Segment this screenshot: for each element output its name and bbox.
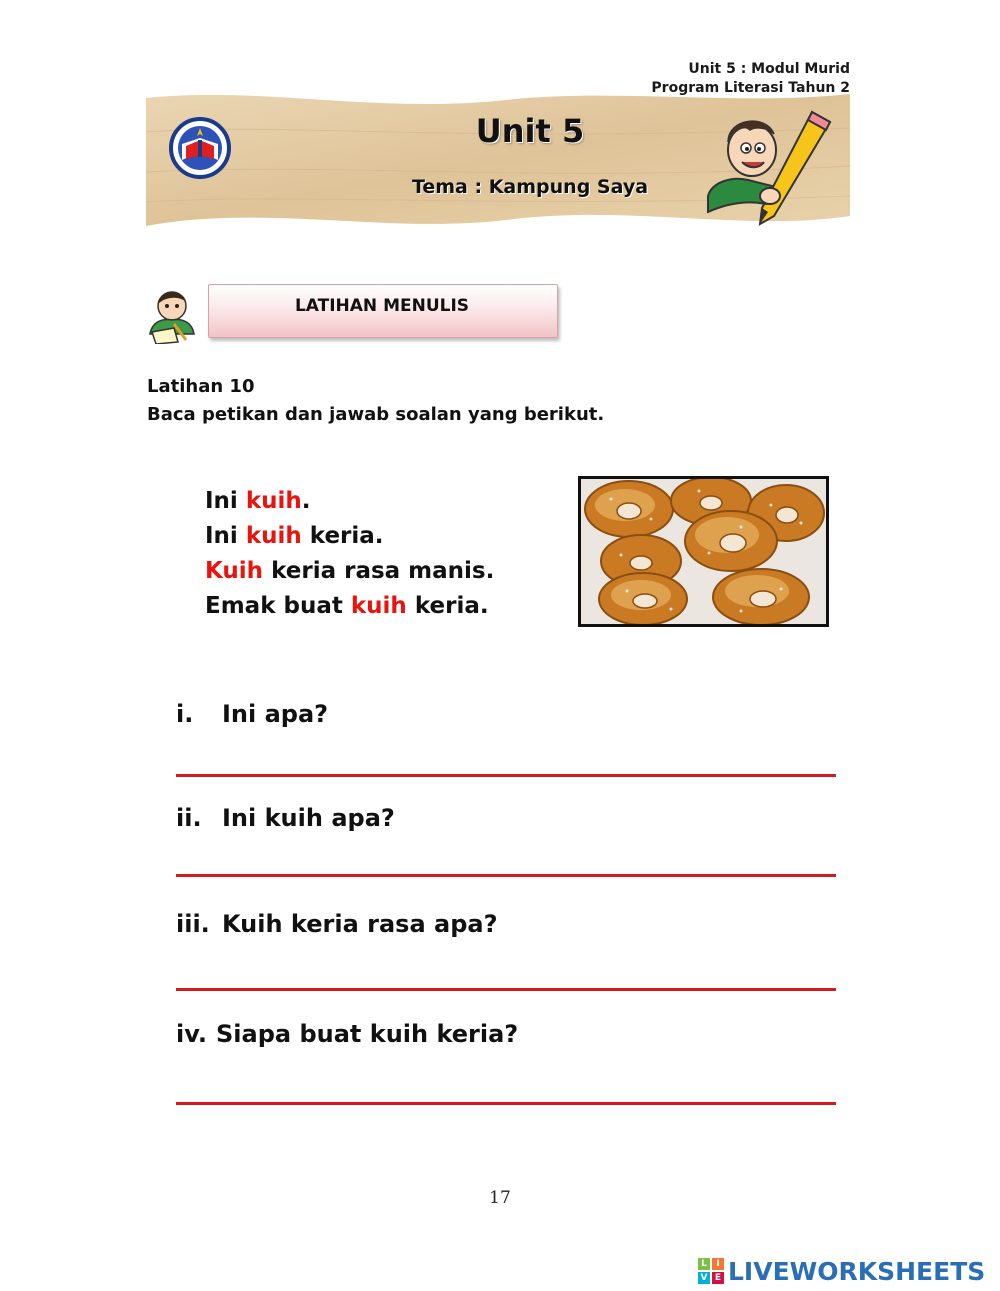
answer-line-3[interactable] <box>176 988 836 991</box>
writing-kid-icon <box>144 288 198 344</box>
question-text: Ini apa? <box>222 700 329 728</box>
theme-label: Tema : Kampung Saya <box>411 176 649 198</box>
boy-with-pencil-icon <box>702 104 842 230</box>
exercise-instruction: Baca petikan dan jawab soalan yang berikut. <box>147 404 605 425</box>
passage <box>205 484 494 624</box>
ministry-logo-icon <box>162 114 240 184</box>
module-label: Unit 5 : Modul Murid <box>688 61 850 77</box>
passage-line <box>205 554 494 589</box>
question-1 <box>176 700 328 728</box>
answer-line-4[interactable] <box>176 1102 836 1105</box>
answer-line-2[interactable] <box>176 874 836 877</box>
passage-text: Ini <box>205 523 246 549</box>
passage-highlight: kuih <box>245 488 302 514</box>
passage-line <box>205 589 494 624</box>
donut-image-icon <box>581 479 826 624</box>
liveworksheets-text: LIVEWORKSHEETS <box>728 1256 986 1286</box>
program-label: Program Literasi Tahun 2 <box>651 80 850 96</box>
passage-text: keria. <box>406 593 489 619</box>
question-number: ii. <box>176 804 202 832</box>
passage-highlight: Kuih <box>205 558 264 584</box>
question-2 <box>176 804 395 832</box>
question-number: iii. <box>176 910 210 938</box>
passage-text: . <box>301 488 311 514</box>
kuih-keria-photo <box>578 476 829 627</box>
question-text: Siapa buat kuih keria? <box>216 1020 519 1048</box>
passage-line <box>205 519 494 554</box>
answer-line-1[interactable] <box>176 774 836 777</box>
passage-text: keria rasa manis. <box>263 558 495 584</box>
page-number: 17 <box>489 1188 511 1208</box>
unit-title: Unit 5 <box>475 112 585 150</box>
question-4 <box>176 1020 518 1048</box>
passage-highlight: kuih <box>350 593 407 619</box>
question-number: iv. <box>176 1020 208 1048</box>
question-3 <box>176 910 498 938</box>
liveworksheets-logo <box>698 1255 985 1287</box>
passage-text: Ini <box>205 488 246 514</box>
exercise-number: Latihan 10 <box>147 376 255 397</box>
question-number: i. <box>176 700 194 728</box>
live-badge-icon: L I V E <box>698 1258 724 1284</box>
passage-highlight: kuih <box>245 523 302 549</box>
passage-text: Emak buat <box>205 593 351 619</box>
question-text: Ini kuih apa? <box>222 804 395 832</box>
section-header-label: LATIHAN MENULIS <box>294 296 470 316</box>
passage-text: keria. <box>301 523 384 549</box>
question-text: Kuih keria rasa apa? <box>222 910 498 938</box>
passage-line <box>205 484 494 519</box>
